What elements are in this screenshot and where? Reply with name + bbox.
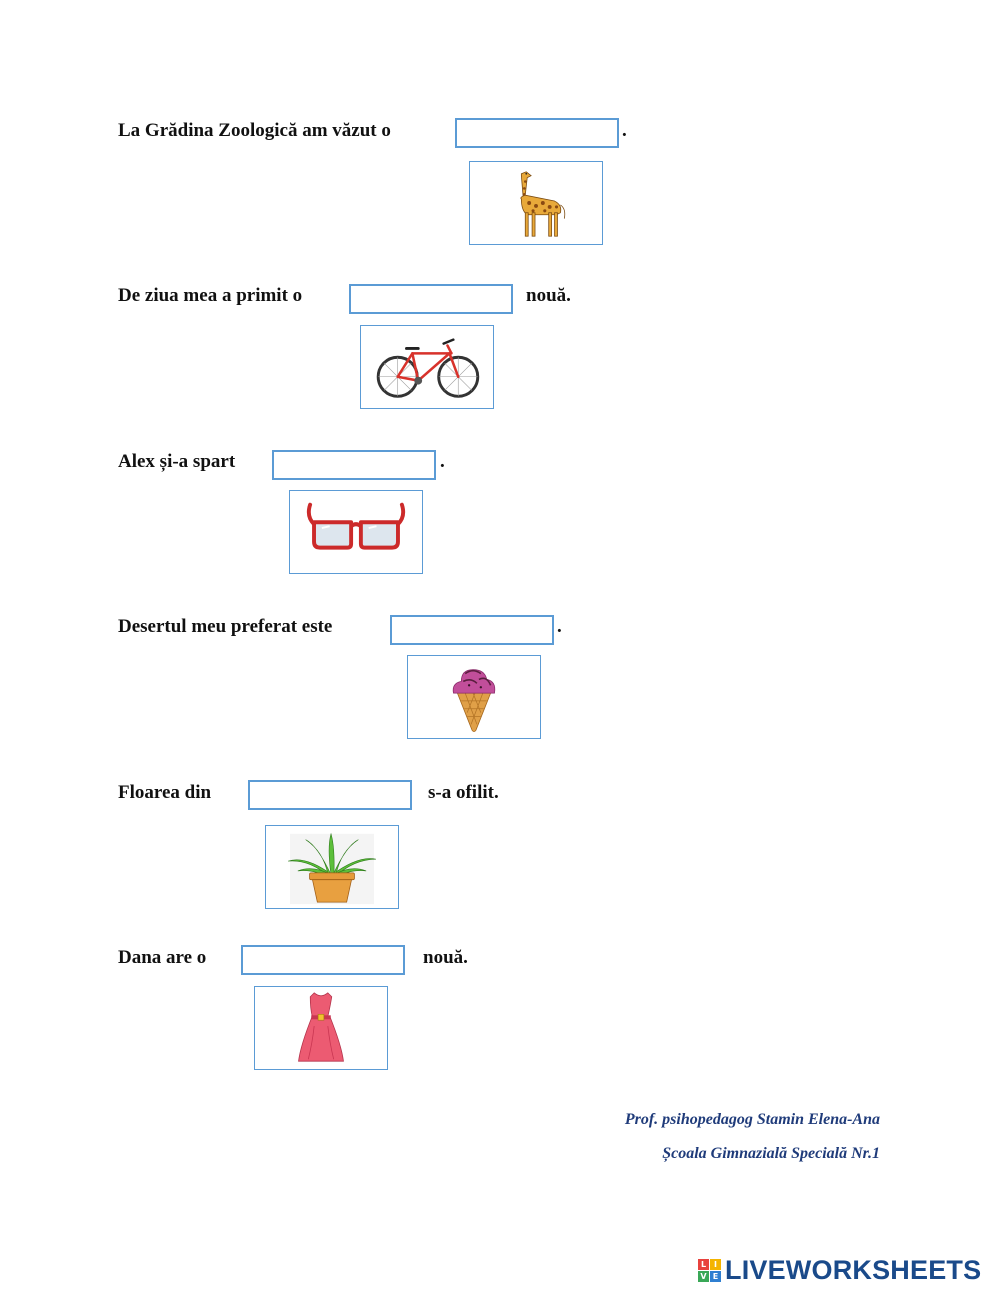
sentence-2-text: De ziua mea a primit o [118, 285, 303, 306]
sentence-3-ending: . [440, 451, 445, 472]
sentence-2-ending: nouă. [526, 285, 571, 306]
sentence-6-text: Dana are o [118, 947, 207, 968]
sentence-1-ending: . [622, 120, 627, 141]
sentence-1-text: La Grădina Zoologică am văzut o [118, 120, 391, 141]
sentence-5-ending: s-a ofilit. [428, 782, 499, 803]
sentence-3-text: Alex și-a spart [118, 451, 236, 472]
answer-input-5[interactable] [248, 780, 412, 810]
giraffe-image [469, 161, 603, 245]
answer-input-2[interactable] [349, 284, 513, 314]
brand-name: LIVEWORKSHEETS [725, 1254, 982, 1285]
sentence-5-text: Floarea din [118, 782, 212, 803]
ice-cream-image [407, 655, 541, 739]
flower-pot-image [265, 825, 399, 909]
author-credit: Prof. psihopedagog Stamin Elena-Ana [624, 1111, 880, 1128]
answer-input-3[interactable] [272, 450, 436, 480]
liveworksheets-logo[interactable] [698, 1253, 981, 1287]
school-credit: Școala Gimnazială Specială Nr.1 [662, 1145, 880, 1162]
logo-mark-icon: L I V E [698, 1259, 721, 1282]
bicycle-image [360, 325, 494, 409]
dress-image [254, 986, 388, 1070]
sentence-4-text: Desertul meu preferat este [118, 616, 333, 637]
sentence-6-ending: nouă. [423, 947, 468, 968]
sentence-4-ending: . [557, 616, 562, 637]
answer-input-6[interactable] [241, 945, 405, 975]
answer-input-4[interactable] [390, 615, 554, 645]
glasses-image [289, 490, 423, 574]
answer-input-1[interactable] [455, 118, 619, 148]
